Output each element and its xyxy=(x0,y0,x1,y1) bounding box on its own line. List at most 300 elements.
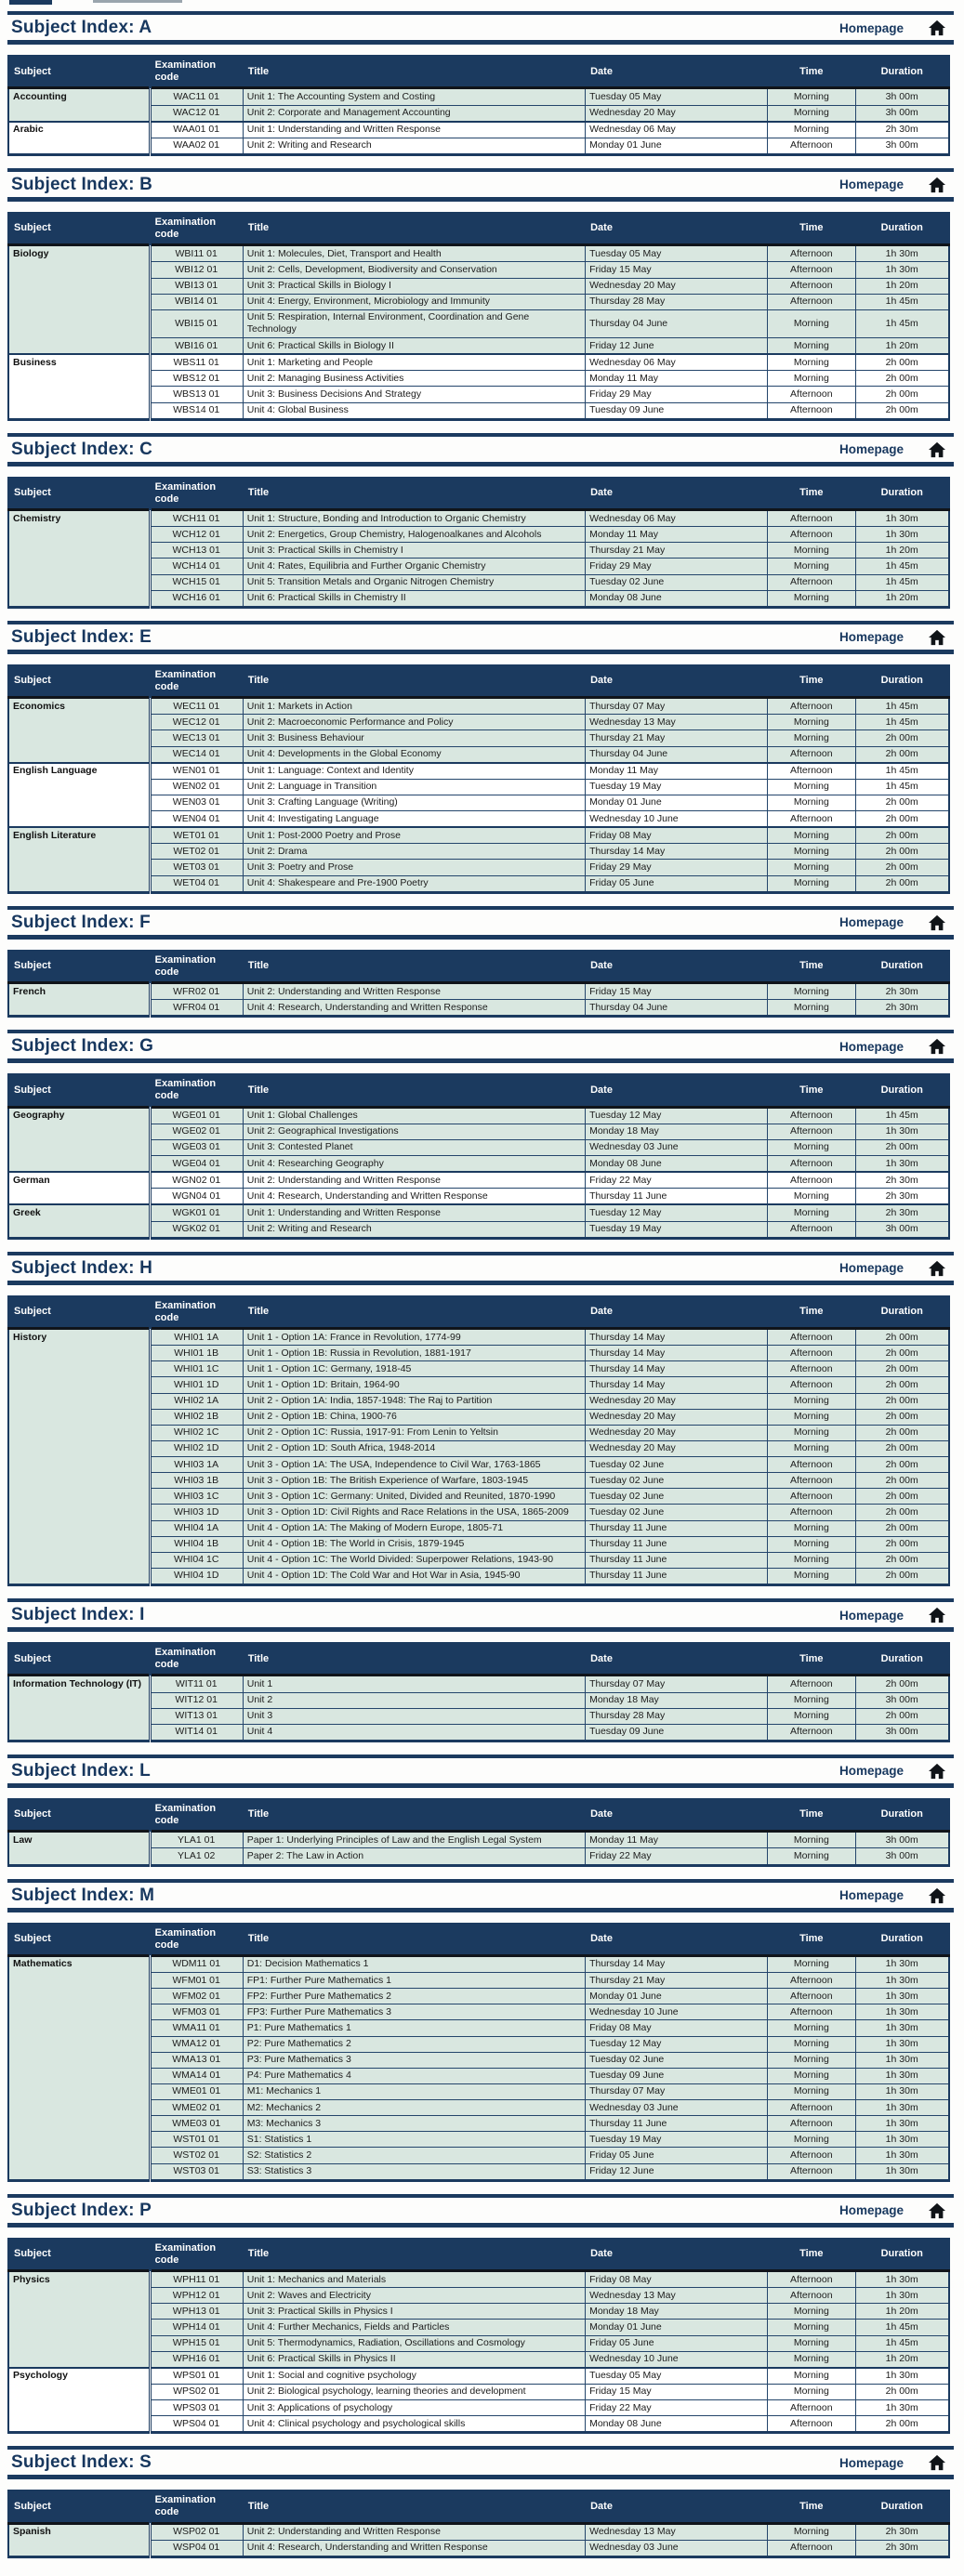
exam-code-cell: WIT14 01 xyxy=(150,1724,243,1741)
column-header-date: Date xyxy=(586,478,768,510)
time-cell: Afternoon xyxy=(768,262,856,278)
column-header-duration: Duration xyxy=(856,1924,949,1956)
time-cell: Afternoon xyxy=(768,1973,856,1989)
time-cell: Afternoon xyxy=(768,1156,856,1173)
date-cell: Monday 01 June xyxy=(586,138,768,154)
subject-index-section xyxy=(7,1252,954,1586)
time-cell: Morning xyxy=(768,1000,856,1017)
column-header-exam-code: Examination code xyxy=(150,2491,243,2523)
date-cell: Thursday 11 June xyxy=(586,1189,768,1205)
exam-code-cell: WEC13 01 xyxy=(150,730,243,746)
exam-code-cell: WBI11 01 xyxy=(150,245,243,262)
exam-code-cell: WPS01 01 xyxy=(150,2368,243,2385)
homepage-nav xyxy=(839,177,946,193)
duration-cell: 2h 00m xyxy=(856,387,949,402)
column-header-subject: Subject xyxy=(8,951,150,983)
column-header-subject: Subject xyxy=(8,478,150,510)
exam-code-cell: WET04 01 xyxy=(150,875,243,892)
duration-cell: 2h 00m xyxy=(856,1457,949,1473)
duration-cell: 2h 30m xyxy=(856,1172,949,1189)
column-header-duration: Duration xyxy=(856,1799,949,1832)
exam-row xyxy=(8,122,949,138)
home-icon[interactable] xyxy=(928,1260,946,1277)
exam-code-cell: WEC12 01 xyxy=(150,715,243,730)
duration-cell: 2h 00m xyxy=(856,875,949,892)
exam-row xyxy=(8,105,949,122)
duration-cell: 2h 00m xyxy=(856,1361,949,1377)
title-cell: Unit 2: Writing and Research xyxy=(243,1221,585,1238)
date-cell: Wednesday 13 May xyxy=(586,2288,768,2304)
title-cell: Unit 4 xyxy=(243,1724,585,1741)
date-cell: Thursday 28 May xyxy=(586,1708,768,1724)
column-header-duration: Duration xyxy=(856,1296,949,1329)
date-cell: Tuesday 09 June xyxy=(586,402,768,419)
date-cell: Tuesday 02 June xyxy=(586,1473,768,1489)
exam-code-cell: WGE01 01 xyxy=(150,1107,243,1124)
time-cell: Morning xyxy=(768,2351,856,2368)
column-header-date: Date xyxy=(586,213,768,245)
time-cell: Afternoon xyxy=(768,1172,856,1189)
home-icon[interactable] xyxy=(928,441,946,458)
date-cell: Monday 18 May xyxy=(586,1692,768,1708)
homepage-link[interactable]: Homepage xyxy=(839,1888,904,1902)
column-header-time: Time xyxy=(768,2239,856,2271)
time-cell: Afternoon xyxy=(768,1505,856,1520)
duration-cell: 3h 00m xyxy=(856,1221,949,1238)
home-icon[interactable] xyxy=(928,1607,946,1623)
home-icon[interactable] xyxy=(928,914,946,931)
date-cell: Thursday 14 May xyxy=(586,1955,768,1972)
exam-row xyxy=(8,2416,949,2433)
column-header-title: Title xyxy=(243,1924,585,1956)
title-cell: Paper 2: The Law in Action xyxy=(243,1848,585,1865)
duration-cell: 1h 30m xyxy=(856,2163,949,2180)
time-cell: Afternoon xyxy=(768,294,856,309)
date-cell: Friday 29 May xyxy=(586,387,768,402)
exam-table xyxy=(7,2238,950,2435)
header-row xyxy=(8,1643,949,1676)
date-cell: Monday 11 May xyxy=(586,1832,768,1848)
duration-cell: 1h 30m xyxy=(856,2400,949,2416)
date-cell: Thursday 14 May xyxy=(586,1329,768,1346)
exam-code-cell: WHI01 1D xyxy=(150,1377,243,1393)
time-cell: Afternoon xyxy=(768,2540,856,2556)
date-cell: Friday 15 May xyxy=(586,2384,768,2399)
section-title: Subject Index: A xyxy=(11,18,152,37)
exam-code-cell: WEC14 01 xyxy=(150,746,243,763)
date-cell: Thursday 21 May xyxy=(586,543,768,559)
date-cell: Friday 29 May xyxy=(586,559,768,574)
exam-row xyxy=(8,402,949,419)
title-cell: Unit 6: Practical Skills in Biology II xyxy=(243,338,585,355)
exam-row xyxy=(8,245,949,262)
subject-cell: French xyxy=(8,983,150,1017)
time-cell: Afternoon xyxy=(768,1989,856,2004)
title-cell: Unit 2 xyxy=(243,1692,585,1708)
exam-code-cell: WSP04 01 xyxy=(150,2540,243,2556)
title-cell: Unit 1: Structure, Bonding and Introduction to Organic Chemistry xyxy=(243,510,585,527)
column-header-duration: Duration xyxy=(856,1643,949,1676)
time-cell: Morning xyxy=(768,590,856,607)
exam-row xyxy=(8,1409,949,1425)
time-cell: Morning xyxy=(768,371,856,387)
date-cell: Wednesday 20 May xyxy=(586,1425,768,1440)
exam-code-cell: WME02 01 xyxy=(150,2100,243,2116)
time-cell: Afternoon xyxy=(768,811,856,828)
homepage-link[interactable]: Homepage xyxy=(839,1608,904,1623)
header-row xyxy=(8,478,949,510)
title-cell: Unit 4 - Option 1D: The Cold War and Hot War in Asia, 1945-90 xyxy=(243,1568,585,1584)
section-header xyxy=(7,1030,954,1063)
time-cell: Afternoon xyxy=(768,1221,856,1238)
date-cell: Wednesday 03 June xyxy=(586,1139,768,1155)
home-icon[interactable] xyxy=(928,2202,946,2219)
time-cell: Afternoon xyxy=(768,278,856,294)
exam-code-cell: WHI01 1B xyxy=(150,1346,243,1361)
section-header xyxy=(7,433,954,467)
title-cell: Unit 2: Energetics, Group Chemistry, Halogenoalkanes and Alcohols xyxy=(243,527,585,543)
date-cell: Tuesday 09 June xyxy=(586,2068,768,2083)
exam-row xyxy=(8,1172,949,1189)
exam-code-cell: WMA14 01 xyxy=(150,2068,243,2083)
date-cell: Wednesday 10 June xyxy=(586,2004,768,2020)
date-cell: Friday 12 June xyxy=(586,2163,768,2180)
column-header-subject: Subject xyxy=(8,2491,150,2523)
date-cell: Monday 11 May xyxy=(586,763,768,780)
exam-row xyxy=(8,1552,949,1568)
exam-row xyxy=(8,1708,949,1724)
exam-code-cell: WFM02 01 xyxy=(150,1989,243,2004)
title-cell: Unit 3: Practical Skills in Biology I xyxy=(243,278,585,294)
title-cell: Unit 2 - Option 1C: Russia, 1917-91: From Lenin to Yeltsin xyxy=(243,1425,585,1440)
subject-index-section xyxy=(7,1879,954,2182)
exam-table xyxy=(7,950,950,1019)
column-header-duration: Duration xyxy=(856,951,949,983)
date-cell: Monday 08 June xyxy=(586,1156,768,1173)
homepage-link[interactable]: Homepage xyxy=(839,2203,904,2218)
exam-code-cell: WBS11 01 xyxy=(150,354,243,371)
title-cell: Unit 1 - Option 1C: Germany, 1918-45 xyxy=(243,1361,585,1377)
exam-row xyxy=(8,262,949,278)
duration-cell: 1h 20m xyxy=(856,278,949,294)
time-cell: Morning xyxy=(768,354,856,371)
home-icon[interactable] xyxy=(928,1887,946,1904)
exam-code-cell: WPS04 01 xyxy=(150,2416,243,2433)
title-cell: Unit 2: Waves and Electricity xyxy=(243,2288,585,2304)
section-title: Subject Index: G xyxy=(11,1036,154,1057)
column-header-duration: Duration xyxy=(856,2491,949,2523)
date-cell: Friday 22 May xyxy=(586,2400,768,2416)
time-cell: Morning xyxy=(768,1393,856,1409)
time-cell: Morning xyxy=(768,1692,856,1708)
exam-table xyxy=(7,664,950,894)
title-cell: P1: Pure Mathematics 1 xyxy=(243,2020,585,2036)
date-cell: Wednesday 20 May xyxy=(586,1440,768,1456)
homepage-link[interactable]: Homepage xyxy=(839,915,904,930)
header-row xyxy=(8,951,949,983)
duration-cell: 2h 30m xyxy=(856,2540,949,2556)
subject-index-section xyxy=(7,1598,954,1742)
time-cell: Morning xyxy=(768,1440,856,1456)
duration-cell: 2h 00m xyxy=(856,2416,949,2433)
time-cell: Morning xyxy=(768,2052,856,2068)
exam-row xyxy=(8,510,949,527)
duration-cell: 1h 20m xyxy=(856,2304,949,2320)
time-cell: Morning xyxy=(768,1848,856,1865)
time-cell: Afternoon xyxy=(768,2148,856,2163)
time-cell: Morning xyxy=(768,559,856,574)
column-header-date: Date xyxy=(586,665,768,698)
subject-index-section xyxy=(7,11,954,156)
title-cell: Unit 1: Post-2000 Poetry and Prose xyxy=(243,827,585,844)
duration-cell: 1h 45m xyxy=(856,1107,949,1124)
section-title: Subject Index: L xyxy=(11,1760,151,1781)
duration-cell: 2h 00m xyxy=(856,730,949,746)
title-cell: FP2: Further Pure Mathematics 2 xyxy=(243,1989,585,2004)
duration-cell: 1h 20m xyxy=(856,338,949,355)
section-title: Subject Index: E xyxy=(11,626,152,647)
exam-code-cell: WAC12 01 xyxy=(150,105,243,122)
title-cell: Unit 4: Developments in the Global Economy xyxy=(243,746,585,763)
column-header-time: Time xyxy=(768,1643,856,1676)
home-icon[interactable] xyxy=(928,177,946,193)
homepage-nav xyxy=(839,1887,946,1904)
time-cell: Afternoon xyxy=(768,1377,856,1393)
date-cell: Thursday 14 May xyxy=(586,844,768,860)
title-cell: Unit 1: Molecules, Diet, Transport and Health xyxy=(243,245,585,262)
title-cell: M3: Mechanics 3 xyxy=(243,2116,585,2132)
exam-code-cell: WGN04 01 xyxy=(150,1189,243,1205)
title-cell: Unit 2 - Option 1A: India, 1857-1948: The Raj to Partition xyxy=(243,1393,585,1409)
exam-row xyxy=(8,1329,949,1346)
column-header-subject: Subject xyxy=(8,56,150,88)
duration-cell: 1h 30m xyxy=(856,2020,949,2036)
title-cell: Unit 4 - Option 1C: The World Divided: Superpower Relations, 1943-90 xyxy=(243,1552,585,1568)
duration-cell: 2h 30m xyxy=(856,2523,949,2540)
column-header-exam-code: Examination code xyxy=(150,1296,243,1329)
exam-code-cell: WET03 01 xyxy=(150,860,243,875)
time-cell: Afternoon xyxy=(768,2100,856,2116)
column-header-exam-code: Examination code xyxy=(150,56,243,88)
exam-row xyxy=(8,875,949,892)
subject-cell: Accounting xyxy=(8,88,150,122)
homepage-link[interactable]: Homepage xyxy=(839,442,904,457)
duration-cell: 1h 45m xyxy=(856,715,949,730)
exam-row xyxy=(8,294,949,309)
subject-cell: English Language xyxy=(8,763,150,828)
subject-cell: Economics xyxy=(8,698,150,763)
date-cell: Monday 01 June xyxy=(586,2320,768,2335)
title-cell: Unit 2: Understanding and Written Response xyxy=(243,983,585,1000)
exam-row xyxy=(8,844,949,860)
exam-code-cell: WFR02 01 xyxy=(150,983,243,1000)
exam-row xyxy=(8,1425,949,1440)
section-header xyxy=(7,1252,954,1285)
title-cell: Unit 4: Investigating Language xyxy=(243,811,585,828)
homepage-link[interactable]: Homepage xyxy=(839,630,904,645)
title-cell: Unit 4: Research, Understanding and Written Response xyxy=(243,1189,585,1205)
exam-code-cell: WAA02 01 xyxy=(150,138,243,154)
homepage-link[interactable]: Homepage xyxy=(839,20,904,35)
subject-index-section xyxy=(7,1755,954,1867)
time-cell: Morning xyxy=(768,2036,856,2052)
time-cell: Morning xyxy=(768,2335,856,2351)
subject-cell: German xyxy=(8,1172,150,1204)
section-title: Subject Index: C xyxy=(11,439,153,459)
column-header-time: Time xyxy=(768,1924,856,1956)
column-header-title: Title xyxy=(243,1074,585,1107)
homepage-nav xyxy=(839,914,946,931)
column-header-date: Date xyxy=(586,1924,768,1956)
duration-cell: 1h 45m xyxy=(856,2335,949,2351)
date-cell: Friday 05 June xyxy=(586,2335,768,2351)
column-header-exam-code: Examination code xyxy=(150,2239,243,2271)
exam-row xyxy=(8,527,949,543)
date-cell: Monday 18 May xyxy=(586,2304,768,2320)
date-cell: Tuesday 02 June xyxy=(586,574,768,590)
duration-cell: 1h 30m xyxy=(856,2288,949,2304)
exam-row xyxy=(8,338,949,355)
exam-row xyxy=(8,1692,949,1708)
exam-row xyxy=(8,2020,949,2036)
homepage-nav xyxy=(839,629,946,646)
homepage-link[interactable]: Homepage xyxy=(839,2455,904,2470)
exam-row xyxy=(8,779,949,795)
time-cell: Afternoon xyxy=(768,763,856,780)
exam-code-cell: WCH12 01 xyxy=(150,527,243,543)
duration-cell: 2h 00m xyxy=(856,811,949,828)
duration-cell: 1h 30m xyxy=(856,2368,949,2385)
header-row xyxy=(8,1074,949,1107)
home-icon[interactable] xyxy=(928,1763,946,1780)
exam-code-cell: WBS12 01 xyxy=(150,371,243,387)
homepage-link[interactable]: Homepage xyxy=(839,1039,904,1054)
exam-code-cell: WHI04 1C xyxy=(150,1552,243,1568)
exam-table xyxy=(7,212,950,421)
homepage-link[interactable]: Homepage xyxy=(839,1261,904,1276)
time-cell: Morning xyxy=(768,2304,856,2320)
date-cell: Monday 18 May xyxy=(586,1124,768,1139)
column-header-time: Time xyxy=(768,951,856,983)
exam-row xyxy=(8,1189,949,1205)
duration-cell: 2h 00m xyxy=(856,402,949,419)
duration-cell: 3h 00m xyxy=(856,88,949,105)
title-cell: Unit 2: Understanding and Written Response xyxy=(243,1172,585,1189)
duration-cell: 2h 30m xyxy=(856,122,949,138)
duration-cell: 3h 00m xyxy=(856,1724,949,1741)
exam-code-cell: WHI03 1A xyxy=(150,1457,243,1473)
duration-cell: 3h 00m xyxy=(856,138,949,154)
duration-cell: 1h 45m xyxy=(856,2320,949,2335)
exam-row xyxy=(8,827,949,844)
column-header-subject: Subject xyxy=(8,1799,150,1832)
duration-cell: 2h 00m xyxy=(856,1505,949,1520)
home-icon[interactable] xyxy=(928,20,946,36)
homepage-link[interactable]: Homepage xyxy=(839,1764,904,1779)
time-cell: Morning xyxy=(768,715,856,730)
home-icon[interactable] xyxy=(928,1038,946,1055)
time-cell: Afternoon xyxy=(768,1724,856,1741)
duration-cell: 1h 30m xyxy=(856,245,949,262)
time-cell: Afternoon xyxy=(768,527,856,543)
time-cell: Morning xyxy=(768,88,856,105)
column-header-exam-code: Examination code xyxy=(150,665,243,698)
header-row xyxy=(8,665,949,698)
exam-code-cell: WEC11 01 xyxy=(150,698,243,715)
header-row xyxy=(8,1924,949,1956)
exam-code-cell: WHI02 1D xyxy=(150,1440,243,1456)
column-header-title: Title xyxy=(243,1643,585,1676)
date-cell: Thursday 07 May xyxy=(586,2083,768,2099)
home-icon[interactable] xyxy=(928,2454,946,2471)
time-cell: Morning xyxy=(768,105,856,122)
title-cell: Unit 3 xyxy=(243,1708,585,1724)
column-header-duration: Duration xyxy=(856,1074,949,1107)
title-cell: Unit 2: Cells, Development, Biodiversity and Conservation xyxy=(243,262,585,278)
title-cell: Unit 2 - Option 1B: China, 1900-76 xyxy=(243,1409,585,1425)
subject-cell: Law xyxy=(8,1832,150,1865)
exam-code-cell: WGE04 01 xyxy=(150,1156,243,1173)
exam-code-cell: WFM01 01 xyxy=(150,1973,243,1989)
duration-cell: 2h 00m xyxy=(856,1536,949,1552)
exam-row xyxy=(8,2320,949,2335)
exam-row xyxy=(8,1124,949,1139)
date-cell: Thursday 11 June xyxy=(586,1520,768,1536)
column-header-exam-code: Examination code xyxy=(150,1643,243,1676)
duration-cell: 2h 00m xyxy=(856,1346,949,1361)
subject-cell: History xyxy=(8,1329,150,1585)
exam-code-cell: WBI12 01 xyxy=(150,262,243,278)
date-cell: Wednesday 10 June xyxy=(586,811,768,828)
exam-code-cell: WFM03 01 xyxy=(150,2004,243,2020)
title-cell: Unit 1 - Option 1B: Russia in Revolution, 1881-1917 xyxy=(243,1346,585,1361)
duration-cell: 1h 30m xyxy=(856,2036,949,2052)
duration-cell: 1h 30m xyxy=(856,2052,949,2068)
title-cell: Unit 3: Contested Planet xyxy=(243,1139,585,1155)
exam-code-cell: WHI02 1A xyxy=(150,1393,243,1409)
title-cell: Unit 2: Drama xyxy=(243,844,585,860)
column-header-duration: Duration xyxy=(856,56,949,88)
exam-code-cell: WPH12 01 xyxy=(150,2288,243,2304)
exam-row xyxy=(8,2132,949,2148)
time-cell: Morning xyxy=(768,2368,856,2385)
exam-row xyxy=(8,1676,949,1692)
duration-cell: 1h 30m xyxy=(856,2004,949,2020)
title-cell: FP3: Further Pure Mathematics 3 xyxy=(243,2004,585,2020)
time-cell: Afternoon xyxy=(768,1124,856,1139)
date-cell: Tuesday 05 May xyxy=(586,88,768,105)
home-icon[interactable] xyxy=(928,629,946,646)
time-cell: Afternoon xyxy=(768,1676,856,1692)
duration-cell: 1h 30m xyxy=(856,1989,949,2004)
exam-code-cell: WHI03 1C xyxy=(150,1489,243,1505)
duration-cell: 2h 00m xyxy=(856,1409,949,1425)
date-cell: Friday 15 May xyxy=(586,262,768,278)
time-cell: Afternoon xyxy=(768,1107,856,1124)
exam-row xyxy=(8,2148,949,2163)
exam-row xyxy=(8,1346,949,1361)
time-cell: Morning xyxy=(768,875,856,892)
date-cell: Wednesday 13 May xyxy=(586,715,768,730)
homepage-nav xyxy=(839,20,946,36)
homepage-link[interactable]: Homepage xyxy=(839,177,904,192)
exam-table xyxy=(7,1295,950,1586)
title-cell: Unit 6: Practical Skills in Physics II xyxy=(243,2351,585,2368)
column-header-date: Date xyxy=(586,1643,768,1676)
exam-code-cell: YLA1 01 xyxy=(150,1832,243,1848)
date-cell: Friday 08 May xyxy=(586,827,768,844)
date-cell: Wednesday 03 June xyxy=(586,2540,768,2556)
